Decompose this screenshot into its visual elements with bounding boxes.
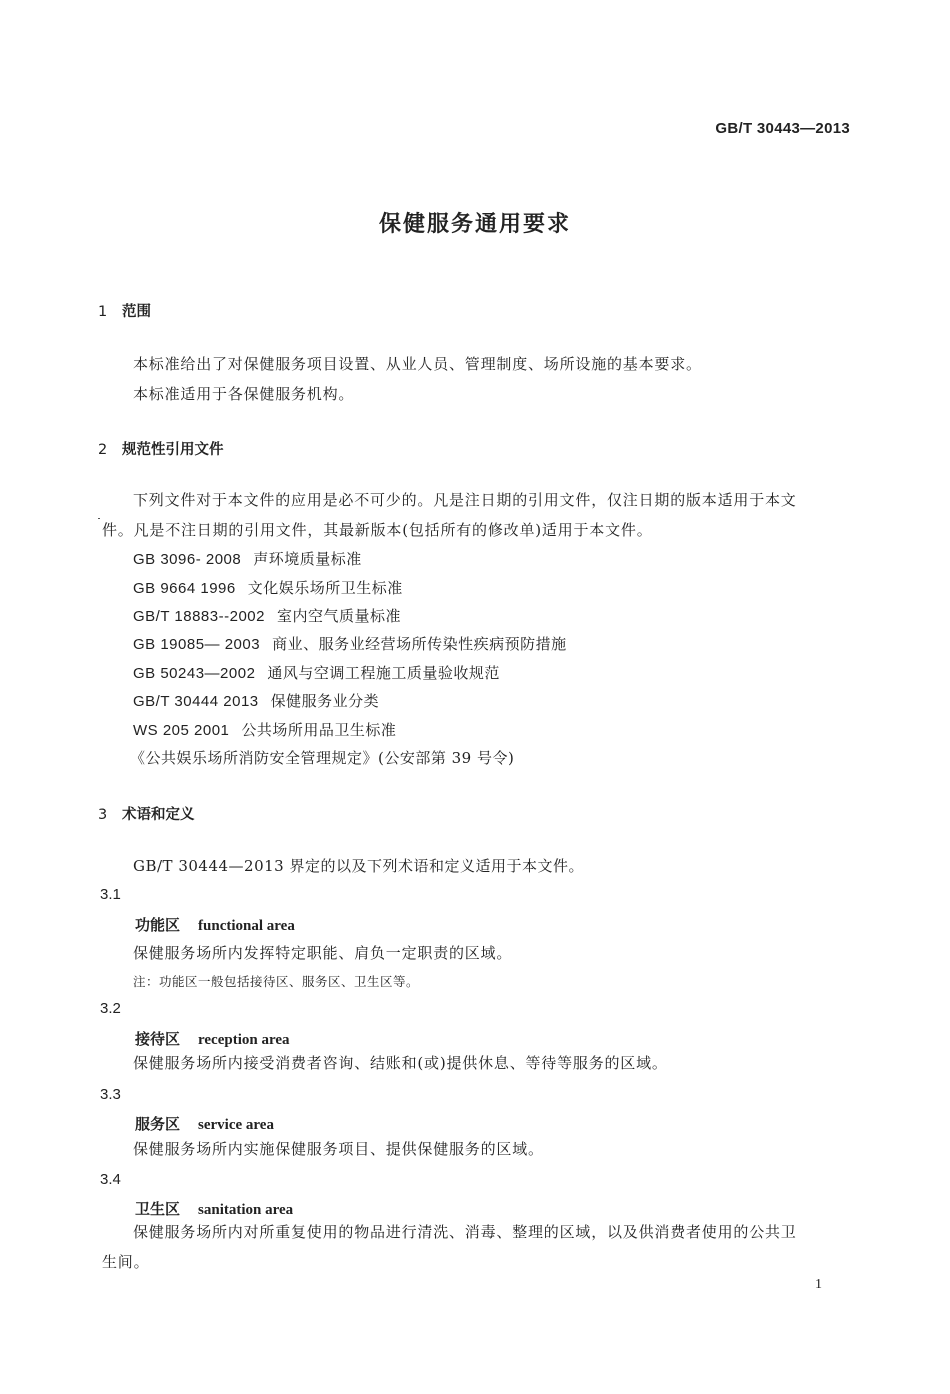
- scope-paragraph-1: 本标准给出了对保健服务项目设置、从业人员、管理制度、场所设施的基本要求。: [133, 355, 702, 373]
- section-1-heading: [98, 300, 151, 321]
- reference-item: [133, 605, 401, 626]
- reference-code: GB/T 18883--2002: [133, 608, 265, 625]
- section-3-heading: [98, 803, 195, 824]
- document-title: 保健服务通用要求: [378, 212, 571, 237]
- reference-title: 商业、服务业经营场所传染性疾病预防措施: [272, 635, 567, 653]
- term-definition: 保健服务场所内接受消费者咨询、结账和(或)提供休息、等待等服务的区域。: [133, 1054, 668, 1072]
- reference-item: [133, 548, 362, 569]
- reference-item: [133, 690, 379, 711]
- reference-item: [133, 662, 500, 683]
- reference-code: GB 9664 1996: [133, 580, 236, 597]
- clause-number: 3.2: [100, 1000, 121, 1017]
- section-2-heading: [98, 438, 224, 459]
- reference-title: 通风与空调工程施工质量验收规范: [267, 664, 500, 682]
- standard-code: GB/T 30443—2013: [715, 120, 850, 137]
- margin-mark: [98, 518, 100, 519]
- term-heading: [135, 1198, 293, 1219]
- term-note: 注：功能区一般包括接待区、服务区、卫生区等。: [133, 974, 420, 989]
- clause-number: 3.3: [100, 1086, 121, 1103]
- reference-code: GB 3096- 2008: [133, 551, 242, 568]
- page-number: 1: [815, 1277, 822, 1292]
- reference-item: [133, 577, 403, 598]
- scope-paragraph-2: 本标准适用于各保健服务机构。: [133, 385, 355, 403]
- term-definition-line-1: 保健服务场所内对所重复使用的物品进行清洗、消毒、整理的区域，以及供消费者使用的公共卫: [133, 1223, 797, 1241]
- term-en: service area: [198, 1117, 274, 1133]
- term-definition: 保健服务场所内发挥特定职能、肩负一定职责的区域。: [133, 944, 513, 962]
- normative-intro-line-1: 下列文件对于本文件的应用是必不可少的。凡是注日期的引用文件，仅注日期的版本适用于本文: [133, 491, 797, 509]
- term-en: functional area: [198, 918, 295, 934]
- reference-code: GB 50243—2002: [133, 665, 256, 682]
- reference-title: 公共场所用品卫生标准: [241, 721, 397, 739]
- section-title: 术语和定义: [122, 807, 195, 823]
- reference-code: GB/T 30444 2013: [133, 693, 259, 710]
- term-heading: [135, 1028, 290, 1049]
- reference-title: 保健服务业分类: [270, 692, 380, 710]
- clause-number: 3.1: [100, 886, 121, 903]
- reference-item-regulation: 《公共娱乐场所消防安全管理规定》(公安部第 39 号令): [130, 749, 515, 767]
- term-heading: [135, 914, 295, 935]
- term-definition: 保健服务场所内实施保健服务项目、提供保健服务的区域。: [133, 1140, 544, 1158]
- reference-title: 声环境质量标准: [253, 550, 362, 568]
- section-number: 3: [98, 807, 108, 823]
- section-number: 1: [98, 304, 108, 320]
- reference-code: WS 205 2001: [133, 722, 230, 739]
- reference-item: [133, 719, 396, 740]
- section-title: 规范性引用文件: [122, 442, 224, 458]
- reference-code: GB 19085— 2003: [133, 636, 261, 653]
- section-number: 2: [98, 442, 108, 458]
- term-zh: 服务区: [135, 1115, 181, 1133]
- section-title: 范围: [122, 304, 151, 320]
- reference-title: 室内空气质量标准: [276, 607, 401, 625]
- terms-intro: GB/T 30444—2013 界定的以及下列术语和定义适用于本文件。: [133, 857, 584, 875]
- term-zh: 接待区: [135, 1030, 181, 1048]
- reference-title: 文化娱乐场所卫生标准: [247, 579, 403, 597]
- term-en: reception area: [198, 1032, 290, 1048]
- term-en: sanitation area: [198, 1202, 294, 1218]
- normative-intro-line-2: 件。凡是不注日期的引用文件，其最新版本(包括所有的修改单)适用于本文件。: [102, 521, 653, 539]
- term-definition-line-2: 生间。: [102, 1253, 150, 1271]
- clause-number: 3.4: [100, 1171, 121, 1188]
- term-zh: 卫生区: [135, 1200, 181, 1218]
- term-zh: 功能区: [135, 916, 181, 934]
- reference-item: [133, 633, 567, 654]
- term-heading: [135, 1113, 274, 1134]
